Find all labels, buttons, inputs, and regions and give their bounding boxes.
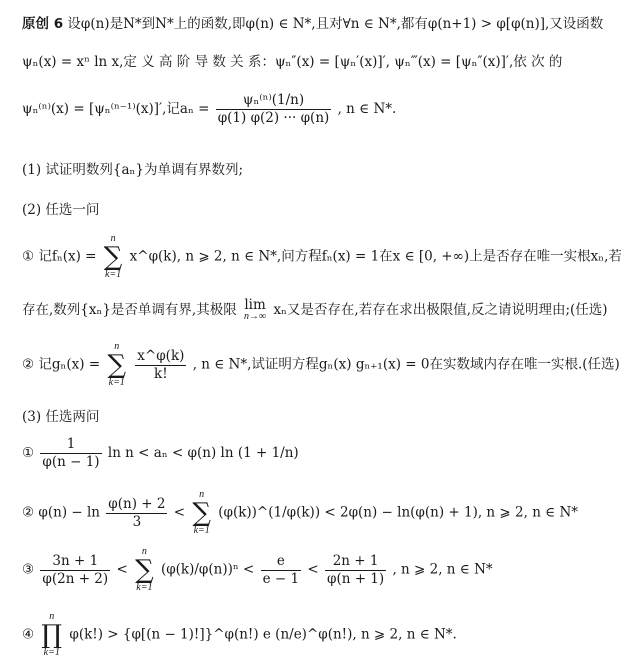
q3-3-sum-lower: k=1 bbox=[136, 582, 153, 593]
q3-4-marker: ④ bbox=[22, 626, 35, 643]
problem-title: 原创 6 bbox=[22, 16, 64, 32]
q3-3-numerator-right: 2n + 1 bbox=[332, 552, 379, 569]
q3-1-text-a: ln n < aₙ < φ(n) ln bbox=[107, 444, 234, 461]
q3-3-denominator-right: φ(n + 1) bbox=[327, 570, 385, 587]
q2-1-lim-word: lim bbox=[244, 296, 266, 313]
intro-line-2 bbox=[22, 50, 562, 70]
q2-1-text-a: 记fₙ(x) = bbox=[38, 248, 97, 265]
q2-1-limit bbox=[244, 296, 267, 323]
q2-1-marker: ① bbox=[22, 248, 35, 265]
q3-3-less-than-2: < bbox=[307, 561, 319, 578]
q2-2-numerator: x^φ(k) bbox=[137, 347, 185, 364]
q3-2-text-a: φ(n) − ln bbox=[38, 504, 100, 521]
q2-1-sum-lower: k=1 bbox=[104, 269, 122, 280]
question-2-2 bbox=[22, 342, 620, 388]
question-2-text: (2) 任选一问 bbox=[22, 202, 100, 218]
q3-1-marker: ① bbox=[22, 444, 35, 461]
q3-2-sum-lower: k=1 bbox=[193, 525, 210, 536]
q3-4-prod-symbol: ∏ bbox=[41, 620, 63, 650]
q3-2-marker: ② bbox=[22, 504, 35, 521]
q3-2-numerator: φ(n) + 2 bbox=[108, 495, 166, 512]
question-1-text: (1) 试证明数列{aₙ}为单调有界数列; bbox=[22, 162, 244, 178]
question-1 bbox=[22, 158, 243, 178]
q3-3-fraction-left bbox=[40, 553, 110, 588]
q3-3-less-than: < bbox=[116, 561, 128, 578]
q3-1-text-b: (1 + 1/n) bbox=[237, 444, 299, 461]
question-2-1-line-2 bbox=[22, 298, 608, 322]
a-n-numerator: ψₙ⁽ⁿ⁾(1/n) bbox=[242, 92, 305, 108]
q3-2-sum-upper: n bbox=[199, 489, 205, 500]
q2-2-text-b: , n ∈ N*,试证明方程gₙ(x) gₙ₊₁(x) = 0在实数域内存在唯一实根.(任选) bbox=[192, 356, 620, 373]
q3-3-denominator-left: φ(2n + 2) bbox=[42, 570, 109, 587]
q3-1-denominator: φ(n − 1) bbox=[42, 453, 100, 470]
question-3-3 bbox=[22, 547, 493, 593]
intro-text-3-right: , n ∈ N*. bbox=[337, 100, 397, 117]
q2-1-sum-upper: n bbox=[110, 233, 116, 244]
question-3-1 bbox=[22, 436, 299, 471]
intro-text-2: ψₙ(x) = xⁿ ln x,定 义 高 阶 导 数 关 系：ψₙ″(x) = [ψₙ′(x)]′, ψₙ‴(x) = [ψₙ″(x)]′,依 次 的 bbox=[22, 54, 563, 70]
question-3 bbox=[22, 405, 99, 425]
q2-2-sum: n ∑ k=1 bbox=[107, 341, 126, 388]
q3-3-numerator-left: 3n + 1 bbox=[52, 552, 99, 569]
q3-2-fraction bbox=[106, 496, 167, 531]
q3-2-sum: n ∑ k=1 bbox=[192, 489, 211, 536]
q3-1-numerator: 1 bbox=[66, 436, 76, 452]
q3-3-e-numerator: e bbox=[276, 552, 285, 569]
q2-1-lim-sub: n→∞ bbox=[244, 311, 267, 323]
q3-3-marker: ③ bbox=[22, 561, 35, 578]
q2-2-marker: ② bbox=[22, 356, 35, 373]
q3-4-text-b: φ(k!) > {φ[(n − 1)!]}^φ(n!) e (n/e)^φ(n!), n ⩾ 2, n ∈ N*. bbox=[69, 626, 457, 643]
q2-2-denominator: k! bbox=[135, 365, 186, 383]
question-3-2 bbox=[22, 490, 578, 536]
q3-1-fraction bbox=[40, 436, 101, 471]
q2-2-fraction bbox=[135, 348, 186, 383]
q2-2-sum-upper: n bbox=[114, 341, 120, 352]
q3-4-prod-lower: k=1 bbox=[43, 647, 60, 658]
a-n-fraction bbox=[216, 92, 332, 127]
question-2 bbox=[22, 198, 99, 218]
intro-text-3-left: ψₙ⁽ⁿ⁾(x) = [ψₙ⁽ⁿ⁻¹⁾(x)]′,记aₙ = bbox=[22, 100, 210, 117]
q2-1-text-b: x^φ(k), n ⩾ 2, n ∈ N*,问方程fₙ(x) = 1在x ∈ [0, +∞)上是否存在唯一实根xₙ,若 bbox=[129, 248, 622, 265]
q3-2-denominator: 3 bbox=[106, 513, 167, 531]
intro-line-3 bbox=[22, 92, 396, 127]
q3-2-less-than: < bbox=[173, 504, 186, 521]
q3-3-text-c: , n ⩾ 2, n ∈ N* bbox=[392, 561, 493, 578]
q2-2-text-a: 记gₙ(x) = bbox=[38, 356, 101, 373]
q3-3-sum-upper: n bbox=[141, 546, 147, 557]
q3-4-product bbox=[41, 612, 62, 658]
q2-1-sum: n ∑ k=1 bbox=[103, 233, 123, 280]
question-3-text: (3) 任选两问 bbox=[22, 409, 100, 425]
q2-1-line2-text-b: xₙ又是否存在,若存在求出极限值,反之请说明理由;(任选) bbox=[273, 302, 608, 318]
q2-2-sum-lower: k=1 bbox=[108, 377, 125, 388]
intro-text-1: 设φ(n)是N*到N*上的函数,即φ(n) ∈ N*,且对∀n ∈ N*,都有φ(n+1) > φ[φ(n)],又设函数 bbox=[67, 16, 604, 32]
q3-4-prod-upper: n bbox=[49, 611, 55, 622]
q2-1-line2-text-a: 存在,数列{xₙ}是否单调有界,其极限 bbox=[22, 302, 237, 318]
q3-3-fraction-e bbox=[261, 553, 301, 588]
q3-3-text-b: (φ(k)/φ(n))ⁿ < bbox=[160, 561, 255, 578]
question-2-1 bbox=[22, 234, 622, 280]
question-3-4 bbox=[22, 612, 457, 658]
intro-line-1 bbox=[22, 12, 603, 32]
q3-3-fraction-right bbox=[325, 553, 386, 588]
q3-3-e-denominator: e − 1 bbox=[262, 570, 300, 587]
q3-2-text-b: (φ(k))^(1/φ(k)) < 2φ(n) − ln(φ(n) + 1), n ⩾ 2, n ∈ N* bbox=[218, 504, 579, 521]
a-n-denominator: φ(1) φ(2) ··· φ(n) bbox=[217, 109, 330, 126]
q3-3-sum: n ∑ k=1 bbox=[135, 546, 154, 593]
